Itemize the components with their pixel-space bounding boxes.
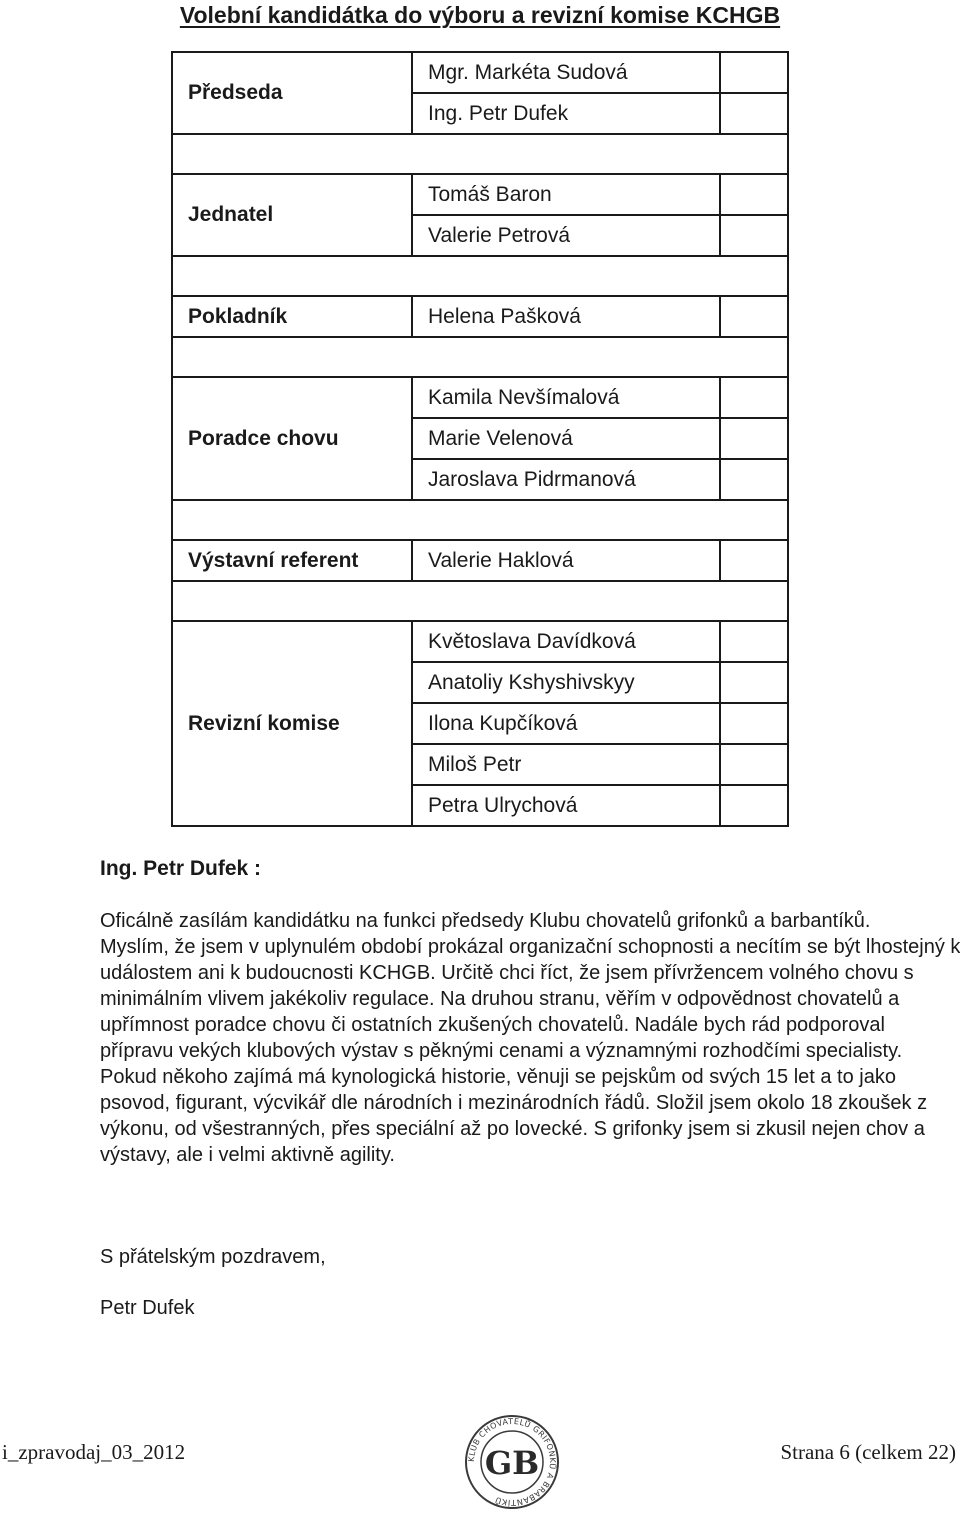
vote-mark-cell[interactable] bbox=[720, 459, 788, 500]
role-cell: Pokladník bbox=[172, 296, 412, 337]
candidate-name-cell: Květoslava Davídková bbox=[412, 621, 720, 662]
candidate-name-cell: Helena Pašková bbox=[412, 296, 720, 337]
candidate-row bbox=[172, 174, 788, 215]
candidate-name-cell: Miloš Petr bbox=[412, 744, 720, 785]
vote-mark-cell[interactable] bbox=[720, 296, 788, 337]
club-seal-logo bbox=[464, 1412, 560, 1512]
letter-lead-paragraph: Oficálně zasílám kandidátku na funkci předsedy Klubu chovatelů grifonků a barbantíků. bbox=[100, 910, 871, 932]
role-cell: Jednatel bbox=[172, 174, 412, 256]
role-cell: Revizní komise bbox=[172, 621, 412, 826]
candidate-row bbox=[172, 540, 788, 581]
vote-mark-cell[interactable] bbox=[720, 662, 788, 703]
candidate-row bbox=[172, 52, 788, 93]
candidate-name-cell: Anatoliy Kshyshivskyy bbox=[412, 662, 720, 703]
spacer-cell bbox=[172, 500, 788, 540]
spacer-cell bbox=[172, 134, 788, 174]
seal-letters: GB bbox=[484, 1444, 540, 1482]
vote-mark-cell[interactable] bbox=[720, 621, 788, 662]
role-cell: Předseda bbox=[172, 52, 412, 134]
vote-mark-cell[interactable] bbox=[720, 215, 788, 256]
candidate-name-cell: Jaroslava Pidrmanová bbox=[412, 459, 720, 500]
vote-mark-cell[interactable] bbox=[720, 540, 788, 581]
spacer-row bbox=[172, 337, 788, 377]
spacer-row bbox=[172, 256, 788, 296]
candidate-row bbox=[172, 377, 788, 418]
document-title: Volební kandidátka do výboru a revizní komise KCHGB bbox=[179, 2, 781, 28]
vote-mark-cell[interactable] bbox=[720, 52, 788, 93]
vote-mark-cell[interactable] bbox=[720, 703, 788, 744]
letter-greeting: S přátelským pozdravem, bbox=[100, 1246, 326, 1268]
letter-main-paragraph: Myslím, že jsem v uplynulém období prokázal organizační schopnosti a necítím se být lhostejný k událostem ani k budoucnosti KCHGB. Určitě chci říct, že jsem přívržencem volného chovu s minimálním vlivem jakékoliv regulace. Na druhou stranu, věřím v odpovědnost chovatelů a upřímnost poradce chovu či ostatních zkušených chovatelů. Nadále bych rád podporoval přípravu vekých klubových výstav s pěknými cenami a významnými rozhodčími specialisty. Pokud někoho zajímá má kynologická historie, věnuji se pejskům od svých 15 let a to jako psovod, figurant, výcvikář dle národních i mezinárodních řádů. Složil jsem okolo 18 zkoušek z výkonu, od všestranných, přes speciální až po lovecké. S grifonky jsem si zkusil nejen chov a výstavy, ale i velmi aktivně agility. bbox=[100, 936, 960, 1166]
role-cell: Výstavní referent bbox=[172, 540, 412, 581]
candidate-name-cell: Marie Velenová bbox=[412, 418, 720, 459]
spacer-cell bbox=[172, 581, 788, 621]
candidate-row bbox=[172, 296, 788, 337]
spacer-cell bbox=[172, 337, 788, 377]
candidate-name-cell: Kamila Nevšímalová bbox=[412, 377, 720, 418]
vote-mark-cell[interactable] bbox=[720, 93, 788, 134]
candidate-name-cell: Ilona Kupčíková bbox=[412, 703, 720, 744]
spacer-cell bbox=[172, 256, 788, 296]
vote-mark-cell[interactable] bbox=[720, 785, 788, 826]
spacer-row bbox=[172, 581, 788, 621]
vote-mark-cell[interactable] bbox=[720, 744, 788, 785]
candidate-name-cell: Petra Ulrychová bbox=[412, 785, 720, 826]
spacer-row bbox=[172, 134, 788, 174]
candidate-name-cell: Valerie Petrová bbox=[412, 215, 720, 256]
candidate-table bbox=[171, 51, 789, 827]
vote-mark-cell[interactable] bbox=[720, 418, 788, 459]
spacer-row bbox=[172, 500, 788, 540]
letter-signature: Petr Dufek bbox=[100, 1297, 195, 1319]
letter-heading: Ing. Petr Dufek : bbox=[100, 857, 262, 880]
vote-mark-cell[interactable] bbox=[720, 174, 788, 215]
candidate-name-cell: Mgr. Markéta Sudová bbox=[412, 52, 720, 93]
seal-ring-text: KLUB CHOVATELŮ GRIFONKŮ A BRABANTÍKŮ bbox=[466, 1416, 558, 1508]
vote-mark-cell[interactable] bbox=[720, 377, 788, 418]
candidate-row bbox=[172, 621, 788, 662]
role-cell: Poradce chovu bbox=[172, 377, 412, 500]
footer-page-number: Strana 6 (celkem 22) bbox=[780, 1440, 956, 1464]
candidate-name-cell: Ing. Petr Dufek bbox=[412, 93, 720, 134]
candidate-name-cell: Tomáš Baron bbox=[412, 174, 720, 215]
letter-body bbox=[100, 908, 960, 1168]
candidate-name-cell: Valerie Haklová bbox=[412, 540, 720, 581]
footer-issue-label: i_zpravodaj_03_2012 bbox=[2, 1440, 186, 1464]
